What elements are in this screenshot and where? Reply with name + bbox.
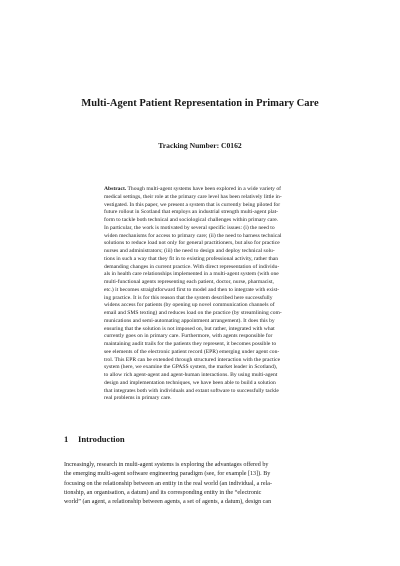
abstract-line: widen mechanisms for access to primary care; (ii) the need to harness technical [104, 232, 282, 239]
abstract-line: nurses and administrators; (iii) the need to design and deploy technical solu- [104, 248, 275, 254]
abstract-line: future rollout in Scotland that employs an industrial strength multi-agent plat- [104, 209, 278, 216]
section-title: Introduction [78, 434, 125, 444]
abstract-line: etc.) it becomes straightforward first to model and then to integrate with exist- [104, 286, 280, 293]
abstract-line: In particular, the work is motivated by several specific issues: (i) the need to [104, 224, 275, 231]
abstract-text: Though multi-agent systems have been explored in a wide variety of [126, 186, 281, 192]
abstract-line: multi-functional agents representing each patient, doctor, nurse, pharmacist, [104, 279, 274, 285]
abstract-line: that integrates both with individuals and extant software to successfully tackle [104, 387, 279, 394]
abstract-line: real problems in primary care. [104, 395, 172, 402]
section-number: 1 [64, 434, 69, 444]
abstract-line: vestigated. In this paper, we present a system that is currently being piloted for [104, 201, 281, 208]
body-line: Increasingly, research in multi-agent systems is exploring the advantages offered by [64, 462, 269, 468]
abstract-line [104, 186, 333, 194]
abstract-line: email and SMS texting) and reduces load on the practice (by streamlining com- [104, 310, 282, 316]
body-text [64, 461, 344, 508]
abstract-line: widens access for patients (by opening up novel communication channels of [104, 302, 275, 309]
abstract-line: solutions to reduce load not only for general practitioners, but also for practice [104, 240, 280, 247]
abstract [104, 186, 333, 403]
abstract-line: tions in such a way that they fit in to existing professional activity, rather than [104, 255, 279, 262]
abstract-line: als in health care relationships implemented in a multi-agent system (with one [104, 271, 279, 278]
abstract-line: demanding changes in current practice. With direct representation of individu- [104, 263, 280, 270]
body-line: focusing on the relationship between an entity in the real world (an individual, a rela- [64, 480, 272, 487]
abstract-line: ensuring that the solution is not imposed on, but rather, integrated with what [104, 325, 275, 332]
body-line: world” (an agent, a relationship between agents, a set of agents, a datum), design can [64, 499, 272, 506]
abstract-line: currently goes on in primary care. Furthermore, with agents responsible for [104, 333, 273, 340]
abstract-line: medical settings, their role at the primary care level has been relatively little in- [104, 193, 282, 200]
abstract-line: design and implementation techniques, we have been able to build a solution [104, 379, 276, 386]
abstract-line: to allow rich agent-agent and agent-human interactions. By using multi-agent [104, 372, 278, 378]
body-line: tionship, an organisation, a datum) and its corresponding entity in the “electronic [64, 490, 262, 497]
body-line: the emerging multi-agent software engineering paradigm (see, for example [13]). By [64, 471, 271, 478]
abstract-line: form to tackle both technical and sociological challenges within primary care. [104, 217, 279, 223]
tracking-number: Tracking Number: C0162 [158, 141, 242, 150]
abstract-label: Abstract. [104, 186, 127, 192]
abstract-line: ing practice. It is for this reason that the system described here successfully [104, 294, 273, 301]
abstract-line: munications and semi-automating appointment arrangement). It does this by [104, 317, 275, 324]
abstract-line: system (here, we examine the GPASS system, the market leader in Scotland), [104, 364, 278, 371]
section-heading [64, 434, 125, 445]
abstract-line: trol. This EPR can be extended through structured interaction with the practice [104, 356, 281, 363]
abstract-line: maintaining audit trails for the patients they represent, it becomes possible to [104, 341, 277, 347]
paper-title: Multi-Agent Patient Representation in Primary Care [81, 98, 319, 109]
abstract-line: see elements of the electronic patient record (EPR) emerging under agent con- [104, 348, 280, 355]
